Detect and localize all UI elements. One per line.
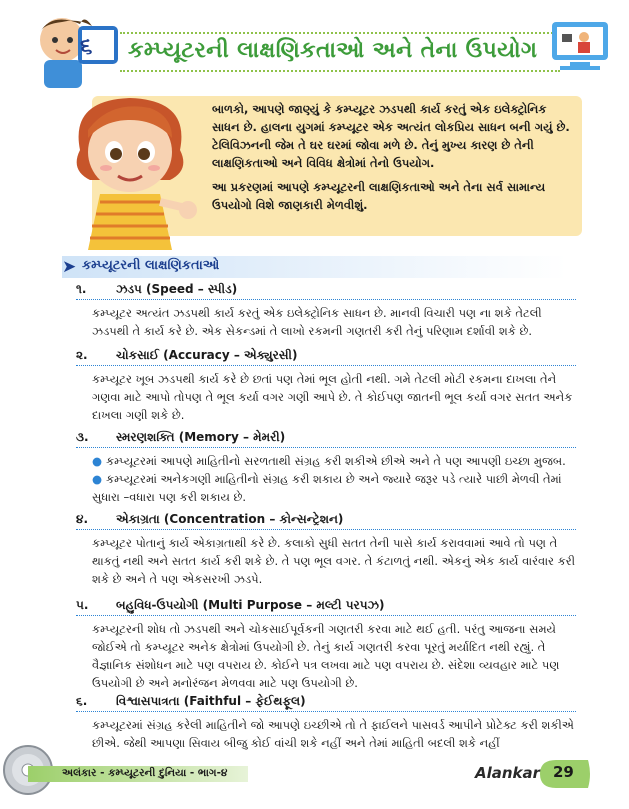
item-heading [76, 598, 576, 616]
list-item [76, 694, 576, 752]
page-header [0, 0, 629, 92]
title-divider-top [120, 32, 560, 34]
item-body: કમ્પ્યૂટરની શોધ તો ઝડપથી અને ચોકસાઈપૂર્વકની ગણતરી કરવા માટે થઈ હતી. પરંતુ આજના સમયે જોઈએ તો કમ્પ્યૂટર અનેક ક્ષેત્રોમાં ઉપયોગી છે. તેનું કાર્ય ગણતરી કરવા પૂરતું મર્યાદિત નથી રહ્યું. તે વૈજ્ઞાનિક સંશોધન માટે પણ વપરાય છે. કોઈને પત્ર લખવા માટે પણ વપરાય છે. સંદેશા વ્યવહાર માટે પણ ઉપયોગી છે અને મનોરંજન મેળવવા માટે પણ ઉપયોગી છે. [92, 622, 560, 690]
list-item [76, 348, 576, 424]
page-title: કમ્પ્યૂટરની લાક્ષણિકતાઓ અને તેના ઉપયોગ [128, 38, 538, 63]
girl-illustration [60, 90, 210, 250]
section-heading-bar [62, 256, 567, 278]
item-heading [76, 512, 576, 530]
computer-icon [550, 20, 610, 72]
bullet-text: કમ્પ્યૂટરમાં આપણે માહિતીનો સરળતાથી સંગ્રહ કરી શકીએ છીએ અને તે પણ આપણી ઇચ્છા મુજબ. [106, 454, 566, 468]
list-item [76, 598, 576, 692]
list-item [76, 430, 576, 506]
item-number: ૧. [76, 282, 87, 296]
list-item [76, 512, 576, 588]
item-body: કમ્પ્યૂટરમાં સંગ્રહ કરેલી માહિતીને જો આપણે ઇચ્છીએ તો તે ફાઈલને પાસવર્ડ આપીને પ્રોટેક્ટ કરી શકીએ છીએ. જેથી આપણા સિવાય બીજુ કોઈ વાંચી શકે નહીં અને તેમાં માહિતી બદલી શકે નહીં [92, 718, 574, 750]
item-heading [76, 694, 576, 712]
chapter-kid-illustration [22, 10, 122, 90]
list-item [76, 282, 576, 340]
item-title: બહુવિધ-ઉપયોગી (Multi Purpose – મલ્ટી પરપઝ) [116, 598, 385, 612]
intro-paragraph-1: બાળકો, આપણે જાણ્યું કે કમ્પ્યૂટર ઝડપથી કાર્ય કરતું એક ઇલેક્ટ્રોનિક સાધન છે. હાલના યુગમાં કમ્પ્યૂટર એક અત્યંત લોકપ્રિય સાધન બની ગયું છે. ટેલિવિઝનની જેમ તે ઘર ઘરમાં જોવા મળે છે. તેનું મુખ્ય કારણ છે તેની લાક્ષણિકતાઓ અને વિવિધ ક્ષેત્રોમાં તેનો ઉપયોગ. [212, 102, 570, 170]
item-heading [76, 430, 576, 448]
item-number: ૩. [76, 430, 89, 444]
footer-series: અલંકાર - કમ્પ્યૂટરની દુનિયા - ભાગ-૪ [62, 767, 228, 779]
item-body: કમ્પ્યૂટર ખૂબ ઝડપથી કાર્ય કરે છે છતાં પણ તેમાં ભૂલ હોતી નથી. ગમે તેટલી મોટી રકમના દાખલા તેને ગણવા માટે આપો તોપણ તે ભૂલ કર્યા વગર ગણી આપે છે. તે કોઈપણ જાતની ભૂલ કર્યા વગર સતત અનેક દાખલા ગણી શકે છે. [92, 372, 573, 422]
item-title: એકાગ્રતા (Concentration – કોન્સન્ટ્રેશન) [116, 512, 344, 526]
item-body: કમ્પ્યૂટર અત્યંત ઝડપથી કાર્ય કરતું એક ઇલેક્ટ્રોનિક સાધન છે. માનવી વિચારી પણ ના શકે તેટલી ઝડપથી તે કાર્ય કરે છે. એક સેકન્ડમાં તે લાખો રકમની ગણતરી કરી તેનું પરિણામ દર્શાવી શકે છે. [92, 306, 542, 338]
title-divider-bottom [120, 70, 560, 72]
bullet-text: કમ્પ્યૂટરમાં અનેકગણી માહિતીનો સંગ્રહ કરી શકાય છે અને જ્યારે જરૂર પડે ત્યારે પાછી મેળવી તેમાં સુધારા –વધારા પણ કરી શકાય છે. [92, 472, 562, 504]
page-number: 29 [553, 763, 574, 781]
brand-text: Alankar [475, 764, 541, 782]
item-number: ૪. [76, 512, 88, 526]
intro-text [212, 100, 572, 220]
bullet-dot-icon: ● [92, 454, 107, 468]
bullet-dot-icon: ● [92, 472, 107, 486]
item-heading [76, 282, 576, 300]
item-title: વિશ્વાસપાત્રતા (Faithful – ફેઈથફૂલ) [116, 694, 306, 708]
arrow-right-icon: ➤ [62, 257, 77, 277]
item-number: ૨. [76, 348, 88, 362]
bullet-item [92, 470, 576, 506]
intro-paragraph-2: આ પ્રકરણમાં આપણે કમ્પ્યૂટરની લાક્ષણિકતાઓ અને તેના સર્વ સામાન્ય ઉપયોગો વિશે જાણકારી મેળવીશું. [212, 180, 546, 212]
item-title: ઝડપ (Speed – સ્પીડ) [116, 282, 238, 296]
item-body: કમ્પ્યૂટર પોતાનું કાર્ય એકાગ્રતાથી કરે છે. કલાકો સુધી સતત તેની પાસે કાર્ય કરાવવામાં આવે તો પણ તે થાકતું નથી અને સતત કાર્ય કરી શકે છે. તે પણ ભૂલ વગર. તે કંટાળતું નથી. એકનું એક કાર્ય વારંવાર કરી શકે છે અને તે પણ એકસરખી ઝડપે. [92, 536, 575, 586]
section-heading: કમ્પ્યૂટરની લાક્ષણિકતાઓ [82, 258, 220, 273]
item-heading [76, 348, 576, 366]
item-number: ૬. [76, 694, 88, 708]
item-title: સ્મરણશક્તિ (Memory – મેમરી) [116, 430, 286, 444]
chapter-number: ૬ [80, 34, 93, 59]
bullet-item [92, 452, 576, 470]
item-number: ૫. [76, 598, 89, 612]
item-title: ચોકસાઈ (Accuracy – એક્યુરસી) [116, 348, 298, 362]
